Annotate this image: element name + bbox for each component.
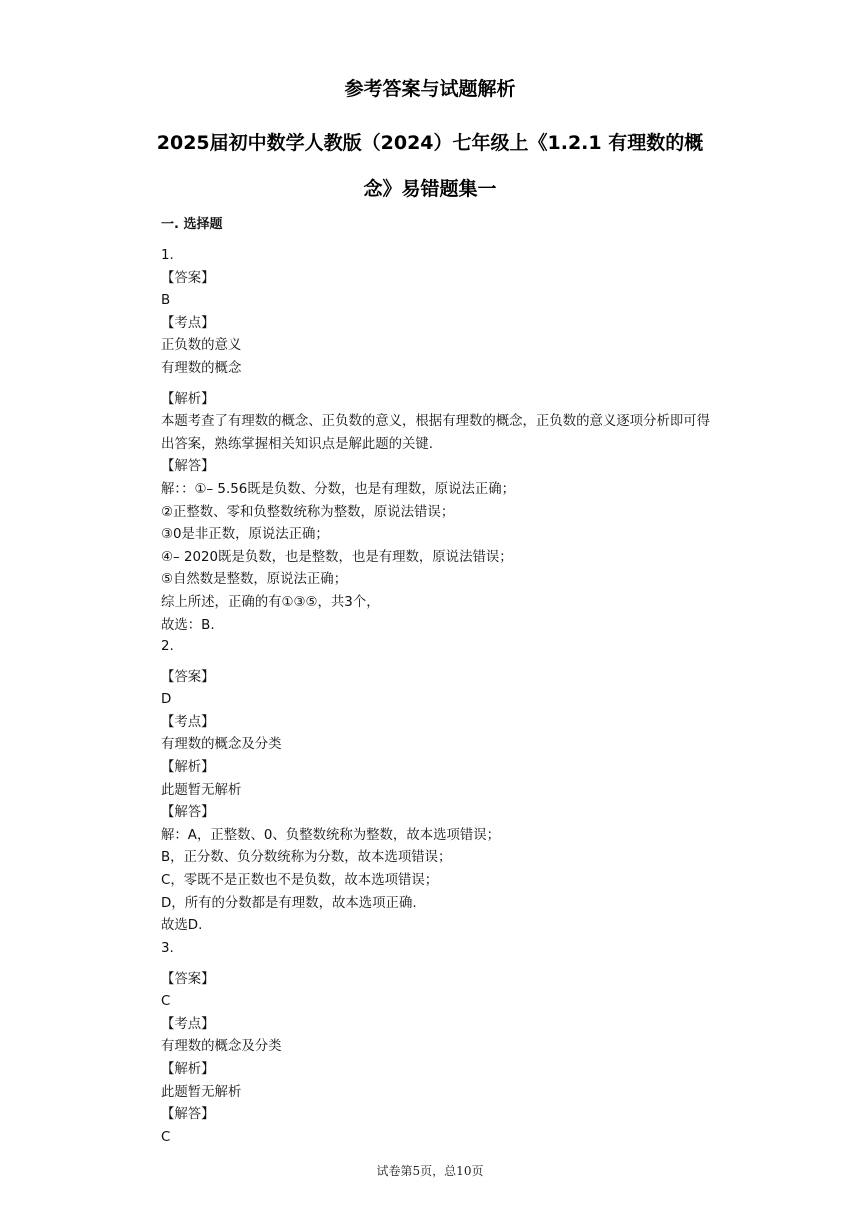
solution-line: ⑤自然数是整数，原说法正确； xyxy=(161,572,348,588)
section-title: 一. 选择题 xyxy=(161,217,223,232)
solution-line: ③0是非正数，原说法正确； xyxy=(161,527,329,543)
solution-line: 解：A，正整数、0、负整数统称为整数，故本选项错误； xyxy=(161,827,501,843)
question-number: 3. xyxy=(161,941,174,956)
knowledge-point: 有理数的概念及分类 xyxy=(161,737,282,753)
analysis-tag: 【解析】 xyxy=(161,759,215,775)
answer-value: D xyxy=(161,692,172,708)
answer-value: C xyxy=(161,994,171,1010)
analysis-text: 此题暂无解析 xyxy=(161,782,242,798)
analysis-tag: 【解析】 xyxy=(161,391,215,407)
question-3 xyxy=(161,938,721,1149)
solution-tag: 【解答】 xyxy=(161,1107,215,1123)
analysis-text: 此题暂无解析 xyxy=(161,1084,242,1100)
knowledge-point-tag: 【考点】 xyxy=(161,714,215,730)
question-number: 1. xyxy=(161,248,174,263)
solution-line: 故选：B. xyxy=(161,617,215,633)
analysis-tag: 【解析】 xyxy=(161,1061,215,1077)
solution-line: ②正整数、零和负整数统称为整数，原说法错误； xyxy=(161,504,455,520)
page-footer: 试卷第5页，总10页 xyxy=(376,1164,484,1178)
knowledge-point: 正负数的意义 xyxy=(161,338,242,354)
answer-tag: 【答案】 xyxy=(161,971,215,987)
analysis-text: 本题考查了有理数的概念、正负数的意义，根据有理数的概念，正负数的意义逐项分析即可得出答案，熟练掌握相关知识点是解此题的关键. xyxy=(161,414,711,452)
question-2 xyxy=(161,636,721,938)
solution-line: ④– 2020既是负数，也是整数，也是有理数，原说法错误； xyxy=(161,549,513,565)
answer-tag: 【答案】 xyxy=(161,270,215,286)
question-1 xyxy=(161,245,721,637)
question-number: 2. xyxy=(161,639,174,654)
solution-line: 解：：①– 5.56既是负数、分数，也是有理数，原说法正确； xyxy=(161,481,516,497)
knowledge-point: 有理数的概念及分类 xyxy=(161,1039,282,1055)
knowledge-point-tag: 【考点】 xyxy=(161,315,215,331)
answer-tag: 【答案】 xyxy=(161,669,215,685)
solution-line: 综上所述，正确的有①③⑤，共3个， xyxy=(161,594,380,610)
knowledge-point-tag: 【考点】 xyxy=(161,1016,215,1032)
answer-value: B xyxy=(161,293,171,309)
solution-line: B，正分数、负分数统称为分数，故本选项错误； xyxy=(161,850,452,866)
solution-line: 故选D. xyxy=(161,918,203,934)
page-title: 参考答案与试题解析 xyxy=(344,78,516,100)
document-subtitle: 2025届初中数学人教版（2024）七年级上《1.2.1 有理数的概念》易错题集一 xyxy=(156,132,704,200)
solution-line: C xyxy=(161,1129,171,1145)
solution-line: D，所有的分数都是有理数，故本选项正确. xyxy=(161,895,417,911)
solution-tag: 【解答】 xyxy=(161,459,215,475)
solution-tag: 【解答】 xyxy=(161,805,215,821)
solution-line: C，零既不是正数也不是负数，故本选项错误； xyxy=(161,872,439,888)
knowledge-point: 有理数的概念 xyxy=(161,360,242,376)
